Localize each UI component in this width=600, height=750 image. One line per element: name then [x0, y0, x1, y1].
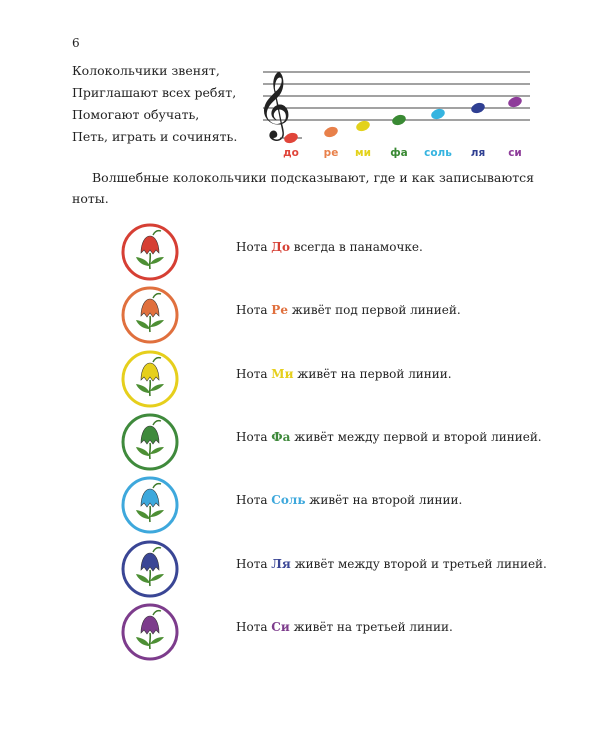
note-row-fa — [0, 412, 600, 472]
note-label: фа — [390, 147, 408, 159]
poem-line: Петь, играть и сочинять. — [72, 129, 238, 144]
note-name: Ре — [271, 303, 288, 317]
bell-flower-icon — [120, 539, 180, 599]
note-description: Нота До всегда в панамочке. — [236, 240, 423, 254]
bell-flower-icon — [120, 602, 180, 662]
staff-lines — [263, 72, 530, 120]
bell-flower-icon — [120, 349, 180, 409]
note-label: соль — [424, 147, 452, 159]
note-name: Ля — [271, 557, 291, 571]
intro-text: Волшебные колокольчики подсказывают, где и как записываются ноты. — [72, 170, 534, 206]
note-label: ля — [470, 147, 486, 159]
note-head — [470, 101, 486, 115]
poem — [72, 60, 242, 148]
note-label: до — [283, 147, 299, 159]
bell-flower-icon — [120, 475, 180, 535]
note-label: си — [508, 147, 522, 159]
note-row-sol — [0, 475, 600, 535]
note-row-do — [0, 222, 600, 282]
note-head — [391, 113, 407, 127]
note-row-mi — [0, 349, 600, 409]
poem-line: Приглашают всех ребят, — [72, 85, 237, 100]
bell-flower-icon — [120, 412, 180, 472]
music-staff — [245, 60, 540, 165]
staff-notes — [280, 95, 523, 159]
note-row-la — [0, 539, 600, 599]
note-description: Нота Соль живёт на второй линии. — [236, 493, 463, 507]
page-number: 6 — [72, 36, 80, 50]
note-name: Си — [271, 620, 290, 634]
note-head — [507, 95, 523, 109]
poem-line: Колокольчики звенят, — [72, 63, 220, 78]
note-head — [430, 107, 446, 121]
note-name: Соль — [271, 493, 306, 507]
note-row-si — [0, 602, 600, 662]
note-description: Нота Фа живёт между первой и второй линией. — [236, 430, 542, 444]
note-description: Нота Си живёт на третьей линии. — [236, 620, 453, 634]
note-description: Нота Ля живёт между второй и третьей линией. — [236, 557, 547, 571]
note-name: До — [271, 240, 290, 254]
note-description: Нота Ре живёт под первой линией. — [236, 303, 461, 317]
note-head — [323, 125, 339, 139]
note-label: ре — [323, 147, 339, 159]
note-row-re — [0, 285, 600, 345]
bell-flower-icon — [120, 285, 180, 345]
note-description: Нота Ми живёт на первой линии. — [236, 367, 452, 381]
poem-line: Помогают обучать, — [72, 107, 200, 122]
note-head — [355, 119, 371, 133]
note-name: Ми — [271, 367, 294, 381]
note-label: ми — [355, 147, 371, 159]
treble-clef-icon: 𝄞 — [257, 70, 292, 138]
note-name: Фа — [271, 430, 291, 444]
bell-flower-icon — [120, 222, 180, 282]
